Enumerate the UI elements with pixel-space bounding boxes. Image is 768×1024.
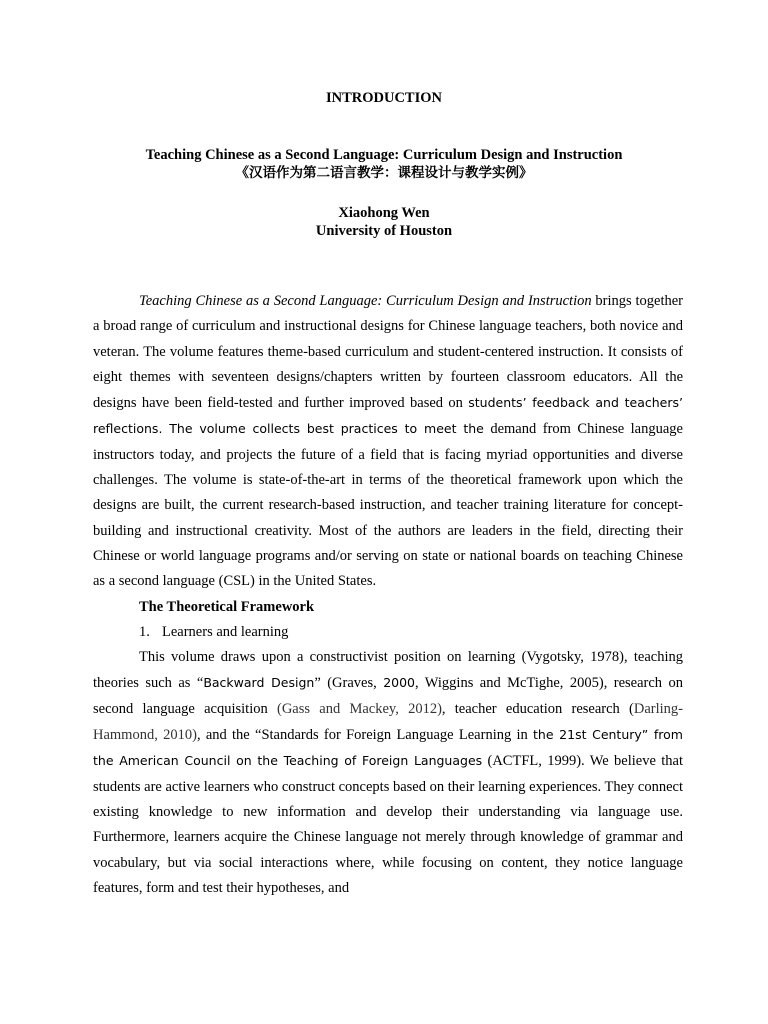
book-title-chinese: 《汉语作为第二语言教学：课程设计与教学实例》 bbox=[235, 165, 533, 181]
paragraph-text: Backward Design bbox=[203, 675, 315, 691]
list-item bbox=[93, 620, 683, 645]
paragraph-intro bbox=[93, 289, 683, 595]
section-heading: The Theoretical Framework bbox=[139, 598, 315, 615]
list-number: 1. bbox=[139, 623, 150, 640]
paragraph-text: the 21st Century” from the American Council on the Teaching of Foreign Languages bbox=[93, 727, 683, 769]
paragraph-text: students’ feedback and teachers’ reflections. The volume collects best practices to meet the bbox=[93, 395, 683, 437]
author-name: Xiaohong Wen bbox=[338, 205, 430, 221]
author-affiliation: University of Houston bbox=[315, 223, 453, 239]
section-title: INTRODUCTION bbox=[325, 90, 442, 106]
paragraph-text: , and the “Standards for Foreign Language Learning in bbox=[196, 727, 534, 744]
list-label: Learners and learning bbox=[162, 623, 289, 640]
paragraph-framework bbox=[93, 645, 683, 901]
paragraph-text: This volume draws upon a constructivist position on learning (Vygotsky, 1978), teaching theories such as “ bbox=[93, 649, 683, 692]
paragraph-text: (ACTFL, 1999). We believe that students are active learners who construct concepts based on their learning experiences. They connect existing knowledge to new information and develop their understanding via language use. Furthermore, learners acquire the Chinese language not merely through knowledge of grammar and vocabulary, but via social interactions where, while focusing on content, they notice language features, form and test their hypotheses, and bbox=[93, 753, 683, 896]
body-text bbox=[93, 289, 683, 901]
book-title-italic: Teaching Chinese as a Second Language: Curriculum Design and Instruction bbox=[139, 293, 592, 309]
citation: (Gass and Mackey, 2012) bbox=[276, 700, 442, 717]
paragraph-text: , Wiggins and McTighe, 2005), research on second language acquisition bbox=[93, 675, 683, 717]
paragraph-text: demand from Chinese language instructors today, and projects the future of a field that is facing myriad opportunities and diverse challenges. The volume is state-of-the-art in terms of the theoretical framework upon which the designs are built, the current research-based instruction, and teacher training literature for concept-building and instructional creativity. Most of the authors are leaders in the field, directing their Chinese or world language programs and/or serving on state or national boards on teaching Chinese as a second language (CSL) in the United States. bbox=[93, 421, 683, 590]
paragraph-text: 2000 bbox=[383, 675, 415, 691]
book-title: Teaching Chinese as a Second Language: Curriculum Design and Instruction bbox=[145, 147, 623, 163]
paragraph-text: , teacher education research ( bbox=[441, 700, 634, 717]
paragraph-text: brings together a broad range of curriculum and instructional designs for Chinese language teachers, both novice and veteran. The volume features theme-based curriculum and student-centered instruction. It consists of eight themes with seventeen designs/chapters written by fourteen classroom educators. All the designs have been field-tested and further improved based on bbox=[93, 293, 684, 412]
paragraph-text: ” (Graves, bbox=[314, 675, 384, 692]
citation: Darling-Hammond, 2010) bbox=[93, 700, 683, 744]
